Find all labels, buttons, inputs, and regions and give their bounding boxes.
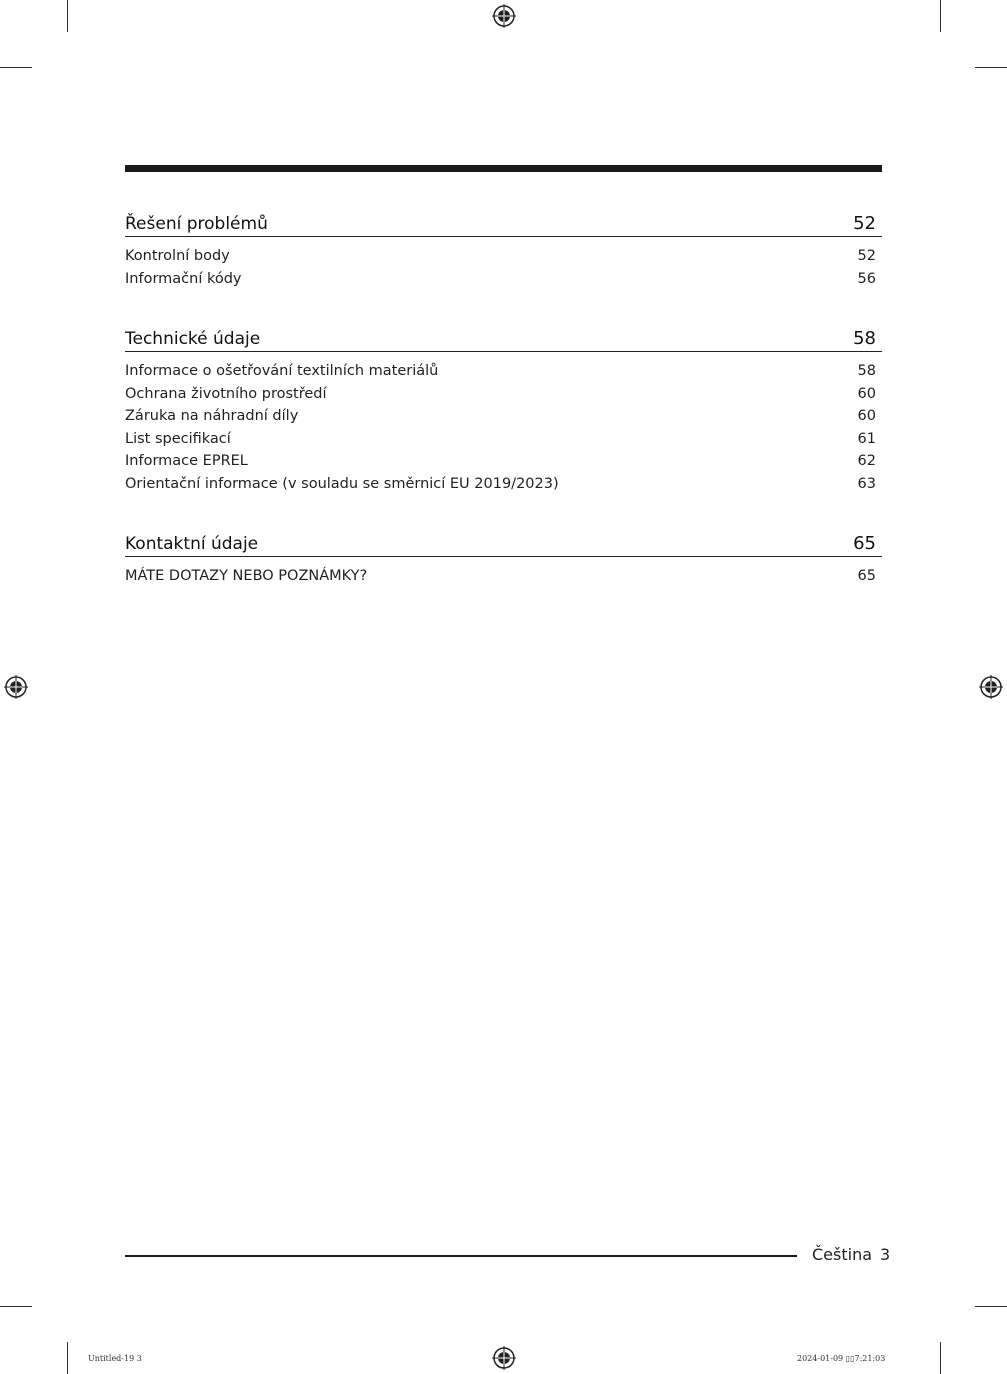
- toc-entry-label: Kontrolní body: [125, 248, 230, 264]
- toc-entry[interactable]: [125, 360, 882, 383]
- footer-rule: [125, 1255, 797, 1257]
- toc-entry[interactable]: [125, 473, 882, 496]
- toc-entry-label: MÁTE DOTAZY NEBO POZNÁMKY?: [125, 568, 368, 584]
- toc-entry[interactable]: [125, 565, 882, 588]
- toc-entry-page: 56: [857, 270, 876, 287]
- registration-mark-icon: [492, 1346, 516, 1370]
- crop-mark: [0, 1306, 32, 1307]
- registration-mark-icon: [492, 4, 516, 28]
- crop-mark: [975, 1306, 1007, 1307]
- toc-entry-page: 61: [857, 430, 876, 447]
- crop-mark: [940, 0, 941, 32]
- toc-entry[interactable]: [125, 405, 882, 428]
- crop-mark: [975, 67, 1007, 68]
- toc-entry-page: 63: [857, 475, 876, 492]
- toc-section-page: 65: [853, 533, 876, 554]
- crop-mark: [940, 1342, 941, 1374]
- toc-entry-page: 65: [857, 568, 876, 584]
- toc-section-heading[interactable]: [125, 321, 882, 352]
- toc-entry-page: 58: [857, 363, 876, 379]
- toc-entry[interactable]: [125, 245, 882, 268]
- toc-section: [125, 206, 882, 290]
- toc-entry-label: Informace EPREL: [125, 453, 248, 470]
- toc-section-title: Kontaktní údaje: [125, 534, 259, 554]
- toc-entry-page: 52: [857, 248, 876, 264]
- toc-entry[interactable]: [125, 450, 882, 473]
- toc-section-heading[interactable]: [125, 526, 882, 557]
- crop-mark: [0, 67, 32, 68]
- toc-section-title: Řešení problémů: [125, 214, 268, 234]
- print-slug-right: 2024-01-09 ▯▯7:21:03: [797, 1354, 886, 1363]
- header-rule: [125, 165, 882, 172]
- crop-mark: [67, 0, 68, 32]
- toc-entry-label: Informace o ošetřování textilních materiálů: [125, 363, 439, 379]
- registration-mark-icon: [979, 675, 1003, 699]
- toc-entry-label: Informační kódy: [125, 270, 242, 287]
- toc-section: [125, 526, 882, 588]
- print-slug-left: Untitled-19 3: [88, 1354, 142, 1363]
- toc-entry-label: List specifikací: [125, 430, 231, 447]
- toc-entry-label: Ochrana životního prostředí: [125, 385, 327, 402]
- toc-section-title: Technické údaje: [125, 329, 261, 349]
- toc-entry[interactable]: [125, 268, 882, 291]
- footer-language: Čeština: [812, 1245, 873, 1264]
- toc-entry-page: 62: [857, 453, 876, 470]
- toc-entry-label: Orientační informace (v souladu se směrnicí EU 2019/2023): [125, 475, 559, 492]
- toc-section-page: 58: [853, 328, 876, 349]
- registration-mark-icon: [4, 675, 28, 699]
- toc-entry-label: Záruka na náhradní díly: [125, 408, 299, 425]
- footer-page-number: 3: [880, 1245, 891, 1264]
- toc-entry[interactable]: [125, 428, 882, 451]
- toc-section: [125, 321, 882, 496]
- toc-entry-page: 60: [857, 385, 876, 402]
- toc-entry-page: 60: [857, 408, 876, 425]
- crop-mark: [67, 1342, 68, 1374]
- toc-entry[interactable]: [125, 383, 882, 406]
- toc-section-page: 52: [853, 213, 876, 234]
- toc-section-heading[interactable]: [125, 206, 882, 237]
